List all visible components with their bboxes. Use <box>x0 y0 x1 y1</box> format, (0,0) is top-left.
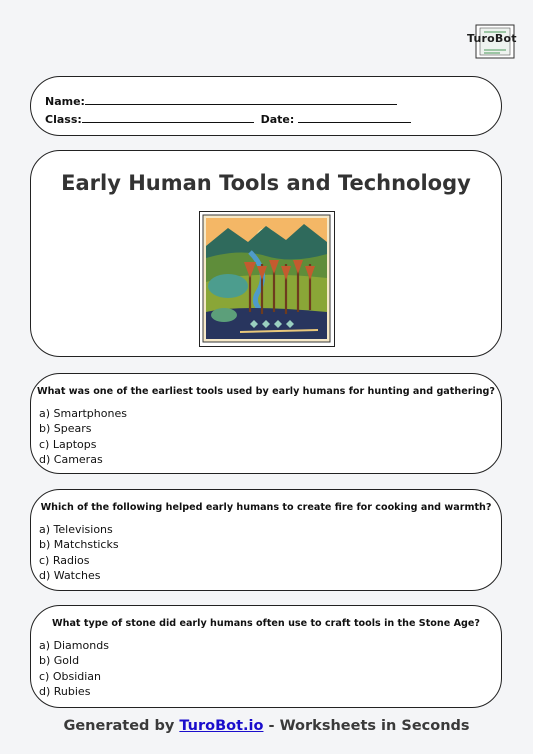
option-item[interactable]: c) Radios <box>39 553 90 567</box>
footer-prefix: Generated by <box>63 718 180 734</box>
question-1-options <box>39 406 127 467</box>
option-item[interactable]: a) Televisions <box>39 523 113 536</box>
option-item[interactable]: d) Cameras <box>39 452 103 466</box>
footer <box>0 718 533 734</box>
question-2-text: Which of the following helped early humans to create fire for cooking and warmth? <box>40 502 492 513</box>
class-date-line <box>45 112 411 126</box>
option-item[interactable]: d) Rubies <box>39 684 91 698</box>
early-tools-illustration-icon <box>200 212 333 345</box>
class-field[interactable] <box>82 112 254 123</box>
name-line <box>45 94 397 108</box>
option-item[interactable]: c) Obsidian <box>39 669 102 683</box>
worksheet-title: Early Human Tools and Technology <box>61 171 471 195</box>
student-info-box <box>30 76 502 136</box>
option-item[interactable]: b) Spears <box>39 422 92 436</box>
option-item[interactable]: d) Watches <box>39 568 101 582</box>
option-item[interactable]: a) Smartphones <box>39 407 127 420</box>
class-label: Class: <box>45 113 82 126</box>
logo-text: TuroBot <box>467 32 517 45</box>
date-field[interactable] <box>298 112 411 123</box>
question-2-box <box>30 489 502 591</box>
title-box <box>30 150 502 357</box>
option-item[interactable]: c) Laptops <box>39 437 97 451</box>
footer-suffix: - Worksheets in Seconds <box>263 718 470 734</box>
name-field[interactable] <box>85 94 397 105</box>
question-2-options <box>39 522 119 583</box>
question-3-options <box>39 638 109 699</box>
option-item[interactable]: a) Diamonds <box>39 639 109 652</box>
question-3-box <box>30 605 502 708</box>
turobot-link[interactable]: TuroBot.io <box>179 718 264 734</box>
question-1-box <box>30 373 502 474</box>
question-1-text: What was one of the earliest tools used by early humans for hunting and gathering? <box>37 386 495 397</box>
option-item[interactable]: b) Gold <box>39 654 80 668</box>
illustration <box>199 211 335 347</box>
name-label: Name: <box>45 95 85 108</box>
date-label: Date: <box>260 113 295 126</box>
option-item[interactable]: b) Matchsticks <box>39 538 119 552</box>
question-3-text: What type of stone did early humans often use to craft tools in the Stone Age? <box>52 618 480 629</box>
